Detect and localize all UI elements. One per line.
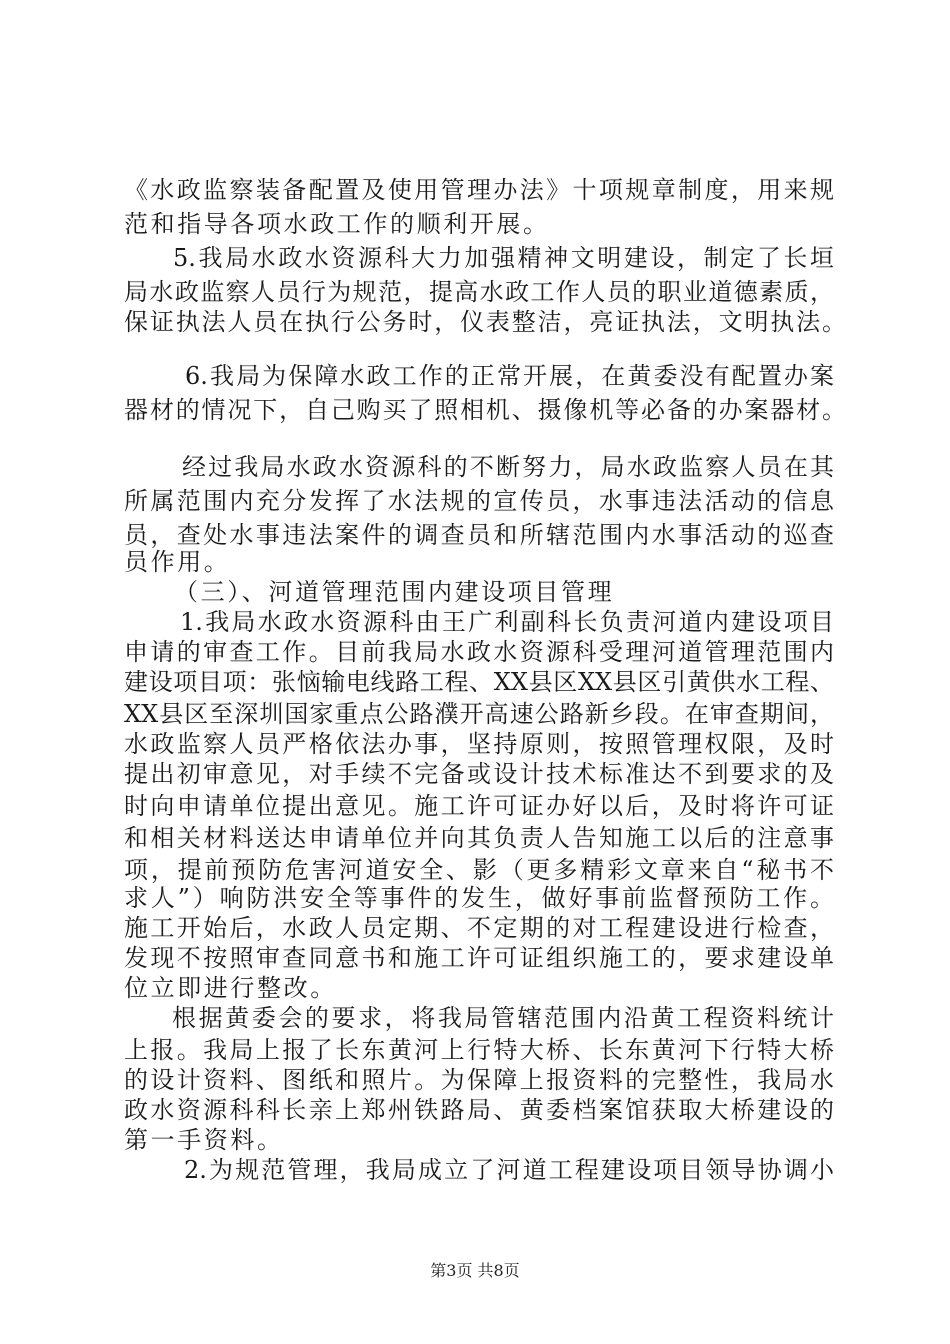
section-heading: （三）、河道管理范围内建设项目管理 (174, 578, 615, 606)
text-line: 根据黄委会的要求，将我局管辖范围内沿黄工程资料统计 (172, 1004, 834, 1032)
text-line: 6.我局为保障水政工作的正常开展，在黄委没有配置办案 (185, 362, 834, 390)
text-line: 员，查处水事违法案件的调查员和所辖范围内水事活动的巡查 (124, 521, 834, 549)
text-line: 提出初审意见，对手续不完备或设计技术标准达不到要求的及 (124, 760, 834, 788)
text-line: 项，提前预防危害河道安全、影（更多精彩文章来自“秘书不 (124, 856, 834, 884)
text-line: 建设项目项：张恼输电线路工程、XX县区XX县区引黄供水工程、 (124, 668, 834, 696)
text-line: 范和指导各项水政工作的顺利开展。 (124, 210, 550, 238)
text-line: 求人”）响防洪安全等事件的发生，做好事前监督预防工作。 (124, 884, 834, 912)
text-line: 2.为规范管理，我局成立了河道工程建设项目领导协调小 (184, 1156, 834, 1184)
text-line: 《水政监察装备配置及使用管理办法》十项规章制度，用来规 (124, 176, 834, 204)
text-line: 所属范围内充分发挥了水法规的宣传员，水事违法活动的信息 (124, 487, 834, 515)
text-line: 员作用。 (124, 548, 231, 576)
text-line: 的设计资料、图纸和照片。为保障上报资料的完整性，我局水 (124, 1066, 834, 1094)
text-line: 局水政监察人员行为规范，提高水政工作人员的职业道德素质， (124, 278, 834, 306)
text-line: 位立即进行整改。 (124, 974, 337, 1002)
text-line: 施工开始后，水政人员定期、不定期的对工程建设进行检查， (124, 914, 834, 942)
text-line: 申请的审查工作。目前我局水政水资源科受理河道管理范围内 (124, 638, 834, 666)
text-line: 保证执法人员在执行公务时，仪表整洁，亮证执法，文明执法。 (124, 308, 846, 336)
text-line: 水政监察人员严格依法办事，坚持原则，按照管理权限，及时 (124, 730, 834, 758)
text-line: 5.我局水政水资源科大力加强精神文明建设，制定了长垣 (173, 244, 834, 272)
text-line: 1.我局水政水资源科由王广利副科长负责河道内建设项目 (180, 608, 834, 636)
text-line: XX县区至深圳国家重点公路濮开高速公路新乡段。在审查期间， (124, 700, 834, 728)
text-line: 发现不按照审查同意书和施工许可证组织施工的，要求建设单 (124, 944, 834, 972)
text-line: 器材的情况下，自己购买了照相机、摄像机等必备的办案器材。 (124, 396, 846, 424)
text-line: 上报。我局上报了长东黄河上行特大桥、长东黄河下行特大桥 (124, 1036, 834, 1064)
page-number-footer: 第3页 共8页 (430, 1261, 520, 1280)
text-line: 和相关材料送达申请单位并向其负责人告知施工以后的注意事 (124, 824, 834, 852)
text-line: 政水资源科科长亲上郑州铁路局、黄委档案馆获取大桥建设的 (124, 1096, 834, 1124)
text-line: 经过我局水政水资源科的不断努力，局水政监察人员在其 (182, 453, 834, 481)
text-line: 第一手资料。 (124, 1126, 284, 1154)
text-line: 时向申请单位提出意见。施工许可证办好以后，及时将许可证 (124, 792, 834, 820)
